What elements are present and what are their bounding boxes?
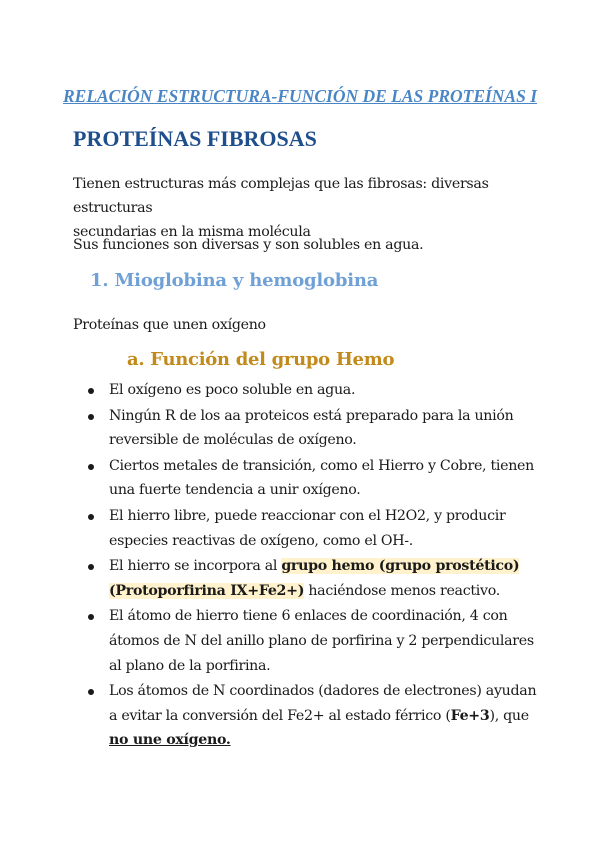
bullet-dot-icon [88, 689, 94, 695]
hemo-bullet-list [88, 378, 538, 754]
bullet-text: Ningún R de los aa proteicos está preparado para la unión reversible de moléculas de oxígeno. [109, 407, 514, 449]
bullet-text-mid: ), que [489, 707, 529, 724]
heading-mioglobina: 1. Mioglobina y hemoglobina [90, 270, 379, 291]
bullet-dot-icon [88, 514, 94, 520]
list-item [88, 554, 538, 603]
solubility-paragraph: Sus funciones son diversas y son solubles en agua. [73, 237, 424, 253]
bullet-text-pre: El hierro se incorpora al [109, 558, 282, 575]
list-item [88, 378, 538, 403]
list-item [88, 504, 538, 553]
bullet-dot-icon [88, 564, 94, 570]
bullet-text: El hierro libre, puede reaccionar con el H2O2, y producir especies reactivas de oxígeno, como el OH-. [109, 507, 506, 549]
bullet-text-post: haciéndose menos reactivo. [304, 582, 500, 599]
document-title: RELACIÓN ESTRUCTURA-FUNCIÓN DE LAS PROTEÍNAS I [62, 86, 538, 106]
section-title: PROTEÍNAS FIBROSAS [73, 126, 317, 151]
intro-line-2: secundarias en la misma molécula [73, 224, 311, 240]
bullet-text: Ciertos metales de transición, como el Hierro y Cobre, tienen una fuerte tendencia a unir oxígeno. [109, 457, 534, 499]
bullet-dot-icon [88, 414, 94, 420]
bullet-text-pre: Los átomos de N coordinados (dadores de electrones) ayudan a evitar la conversión del Fe2+ al estado férrico ( [109, 683, 537, 724]
bullet-dot-icon [88, 464, 94, 470]
bullet-text: El átomo de hierro tiene 6 enlaces de coordinación, 4 con átomos de N del anillo plano de porfirina y 2 perpendiculares al plano de la porfirina. [109, 608, 534, 674]
bullet-dot-icon [88, 614, 94, 620]
list-item [88, 679, 538, 753]
bullet-bold-fe3: Fe+3 [450, 707, 490, 724]
oxygen-binding-paragraph: Proteínas que unen oxígeno [73, 317, 266, 333]
bullet-highlight-hemo: grupo hemo (grupo prostético) (Protoporfirina IX+Fe2+) [109, 558, 520, 599]
bullet-dot-icon [88, 388, 94, 394]
bullet-underline-no-une: no une oxígeno. [109, 732, 231, 749]
heading-grupo-hemo: a. Función del grupo Hemo [127, 349, 395, 370]
intro-line-1: Tienen estructuras más complejas que las fibrosas: diversas estructuras [73, 176, 489, 216]
list-item [88, 604, 538, 678]
bullet-text: El oxígeno es poco soluble en agua. [109, 382, 356, 398]
list-item [88, 454, 538, 503]
list-item [88, 404, 538, 453]
